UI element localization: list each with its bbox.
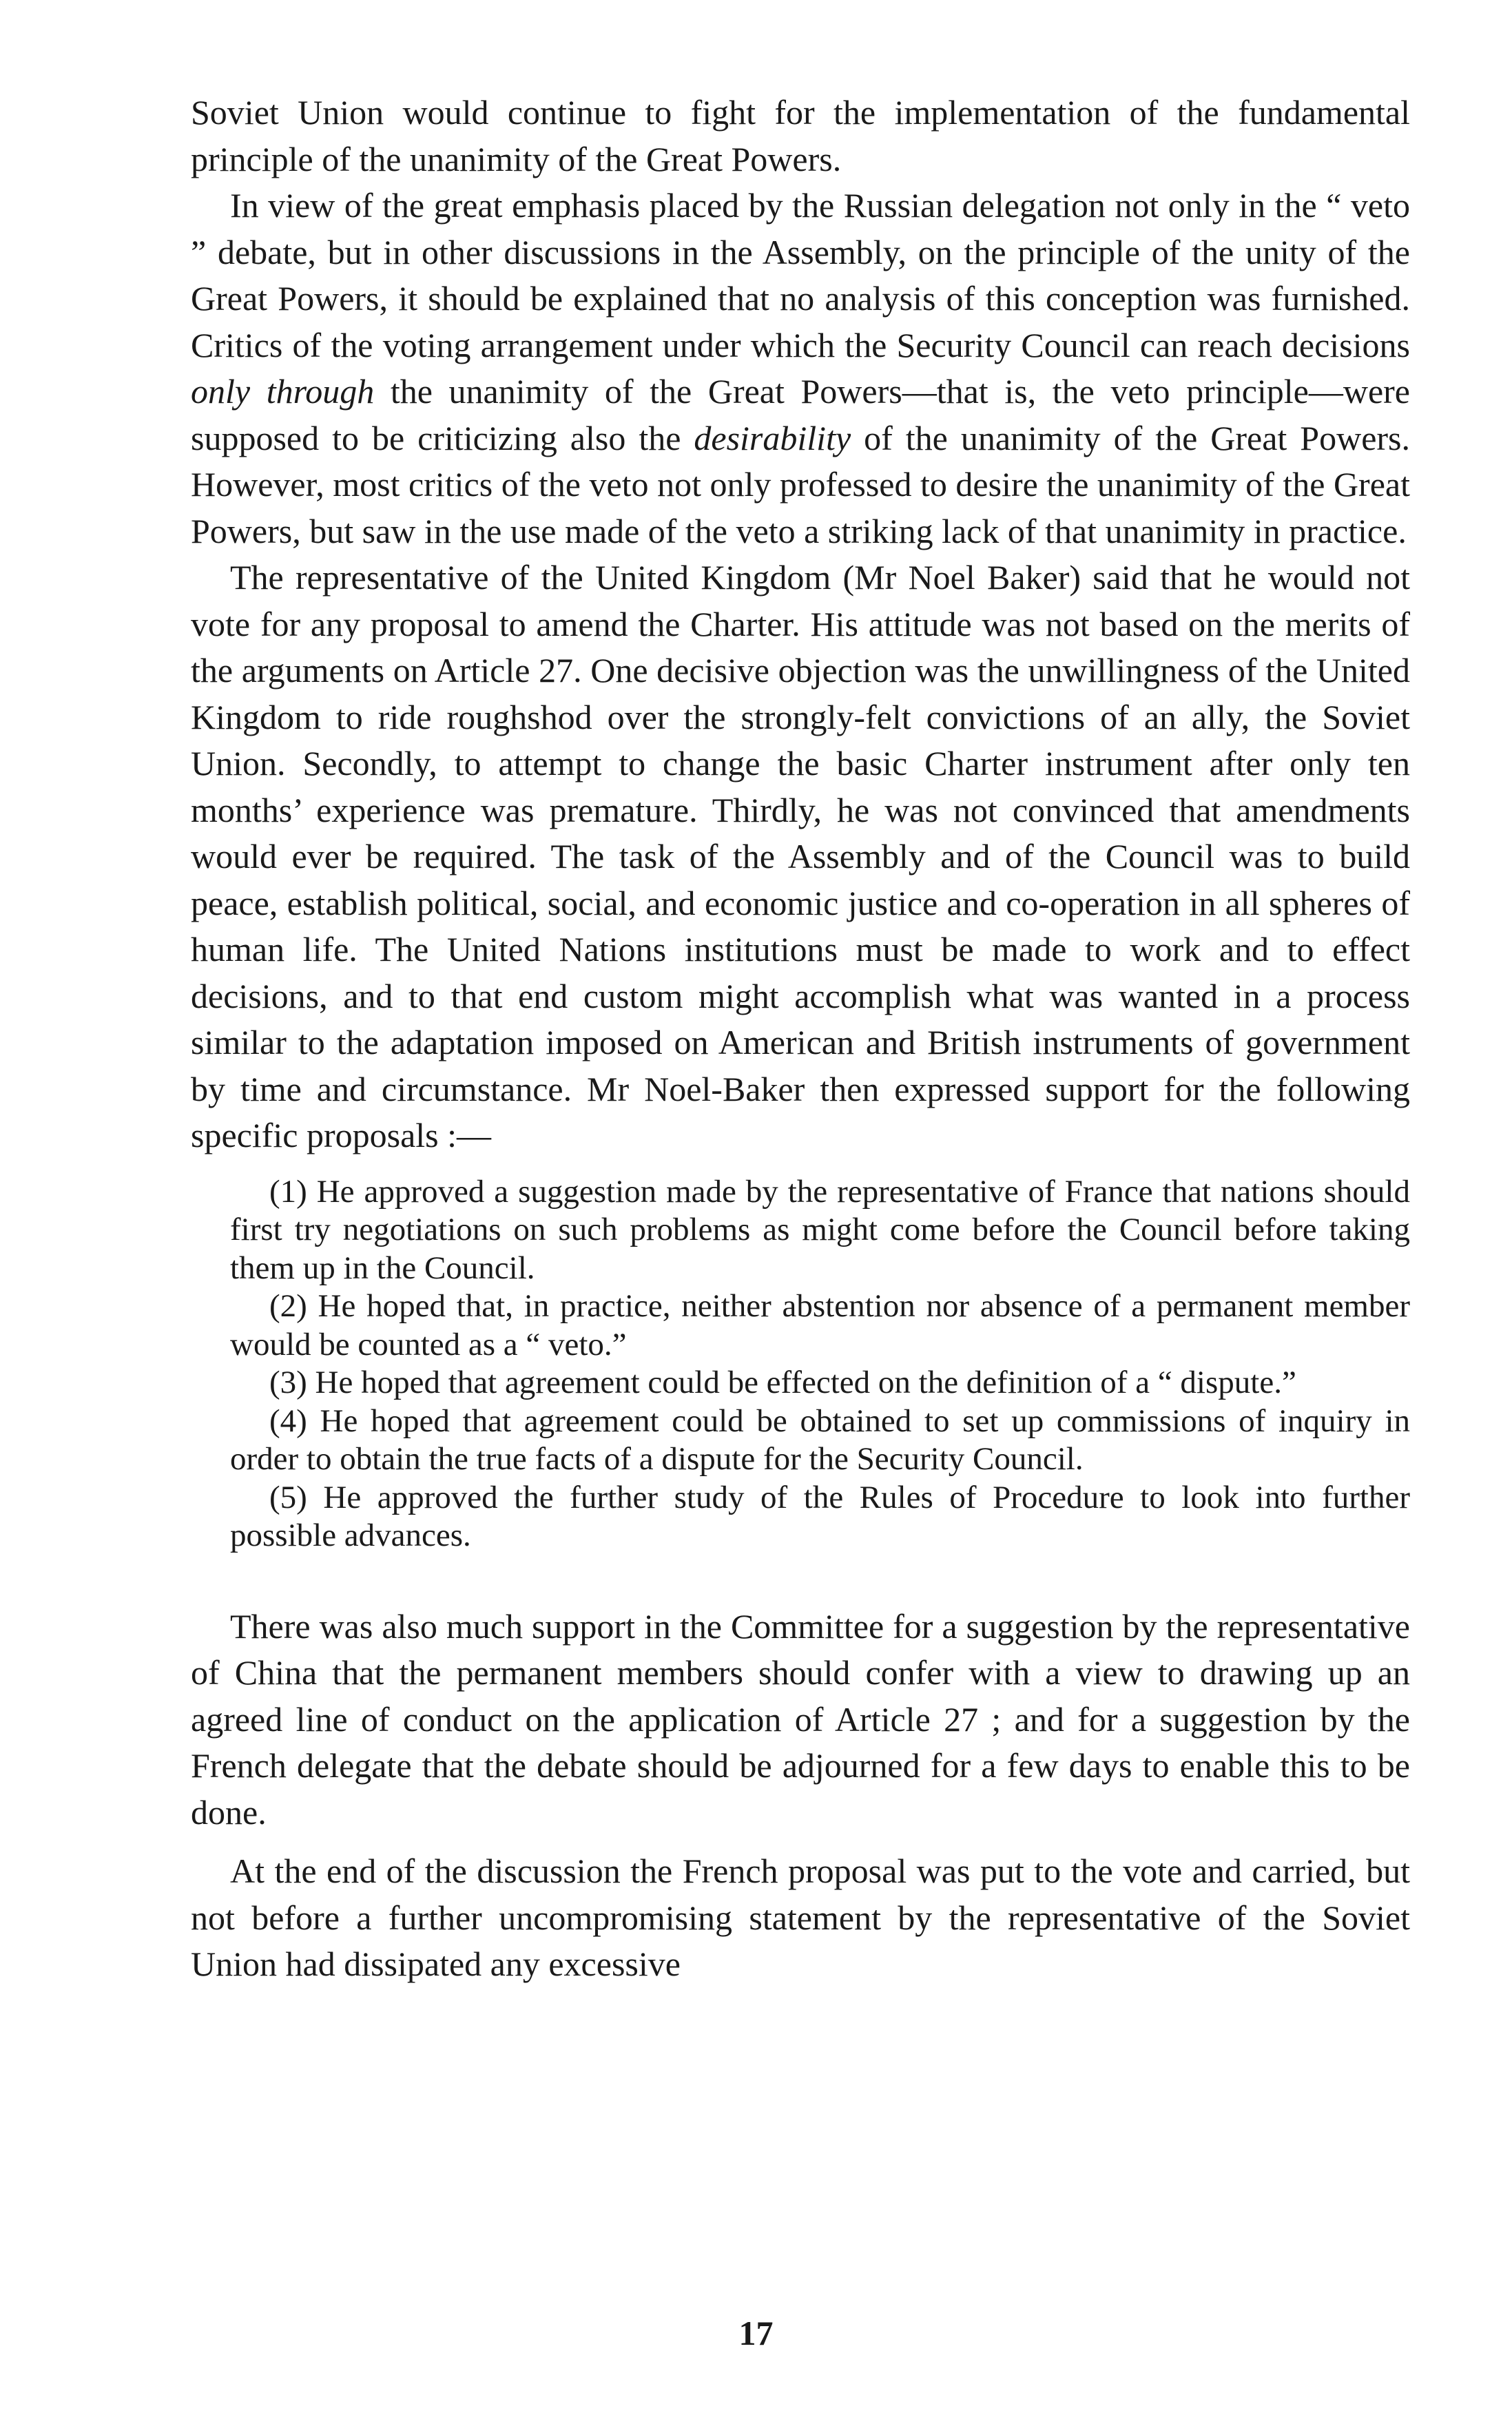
- paragraph-text: of the unanimity of the Great Powers. However, most critics of the veto not only professed to desire the unanimity of the Great Powers, but saw in the use made of the veto a striking lack of that unanimity in practice.: [191, 418, 1410, 550]
- emphasis-desirability: desirability: [694, 418, 851, 457]
- list-item: (3) He hoped that agreement could be effected on the definition of a “ dispute.”: [269, 1365, 1296, 1400]
- list-item: (5) He approved the further study of the Rules of Procedure to look into further possible advances.: [230, 1479, 1410, 1553]
- document-page: [191, 90, 1410, 1988]
- paragraph-text: In view of the great emphasis placed by the Russian delegation not only in the “ veto ” debate, but in other discussions in the Assembly, on the principle of the unity of the Great Powers, it should be explained that no analysis of this conception was furnished. Critics of the voting arrangement under which the Security Council can reach decisions: [191, 186, 1410, 364]
- list-item: (1) He approved a suggestion made by the representative of France that nations should first try negotiations on such problems as might come before the Council before taking them up in the Council.: [230, 1173, 1410, 1286]
- proposals-list: [230, 1173, 1410, 1555]
- paragraph-continuation: Soviet Union would continue to fight for the implementation of the fundamental principle of the unanimity of the Great Powers.: [191, 93, 1410, 178]
- paragraph-text: the unanimity of the Great Powers—that is, the veto principle—were supposed to be criticizing also the: [191, 372, 1411, 457]
- list-item: (2) He hoped that, in practice, neither abstention nor absence of a permanent member would be counted as a “ veto.”: [230, 1288, 1410, 1362]
- list-item: (4) He hoped that agreement could be obtained to set up commissions of inquiry in order to obtain the true facts of a dispute for the Security Council.: [230, 1402, 1410, 1477]
- emphasis-only-through: only through: [191, 372, 375, 411]
- paragraph-china-suggestion: There was also much support in the Committee for a suggestion by the representative of China that the permanent members should confer with a view to drawing up an agreed line of conduct on the application of Article 27 ; and for a suggestion by the French delegate that the debate should be adjourned for a few days to enable this to be done.: [191, 1606, 1410, 1832]
- page-number: 17: [738, 2314, 774, 2352]
- paragraph-unity-great-powers: [191, 183, 1410, 555]
- paragraph-french-proposal: At the end of the discussion the French proposal was put to the vote and carried, but not before a further uncompromising statement by the representative of the Soviet Union had dissipated any excessive: [191, 1852, 1410, 1983]
- paragraph-uk-representative: The representative of the United Kingdom (Mr Noel Baker) said that he would not vote for any proposal to amend the Charter. His attitude was not based on the merits of the arguments on Article 27. One decisive objection was the unwillingness of the United Kingdom to ride roughshod over the strongly-felt convictions of an ally, the Soviet Union. Secondly, to attempt to change the basic Charter instrument after only ten months’ experience was premature. Thirdly, he was not convinced that amendments would ever be required. The task of the Assembly and of the Council was to build peace, establish political, social, and economic justice and co-operation in all spheres of human life. The United Nations institutions must be made to work and to effect decisions, and to that end custom might accomplish what was wanted in a process similar to the adaptation imposed on American and British instruments of government by time and circumstance. Mr Noel-Baker then expressed support for the following specific proposals :—: [191, 558, 1410, 1154]
